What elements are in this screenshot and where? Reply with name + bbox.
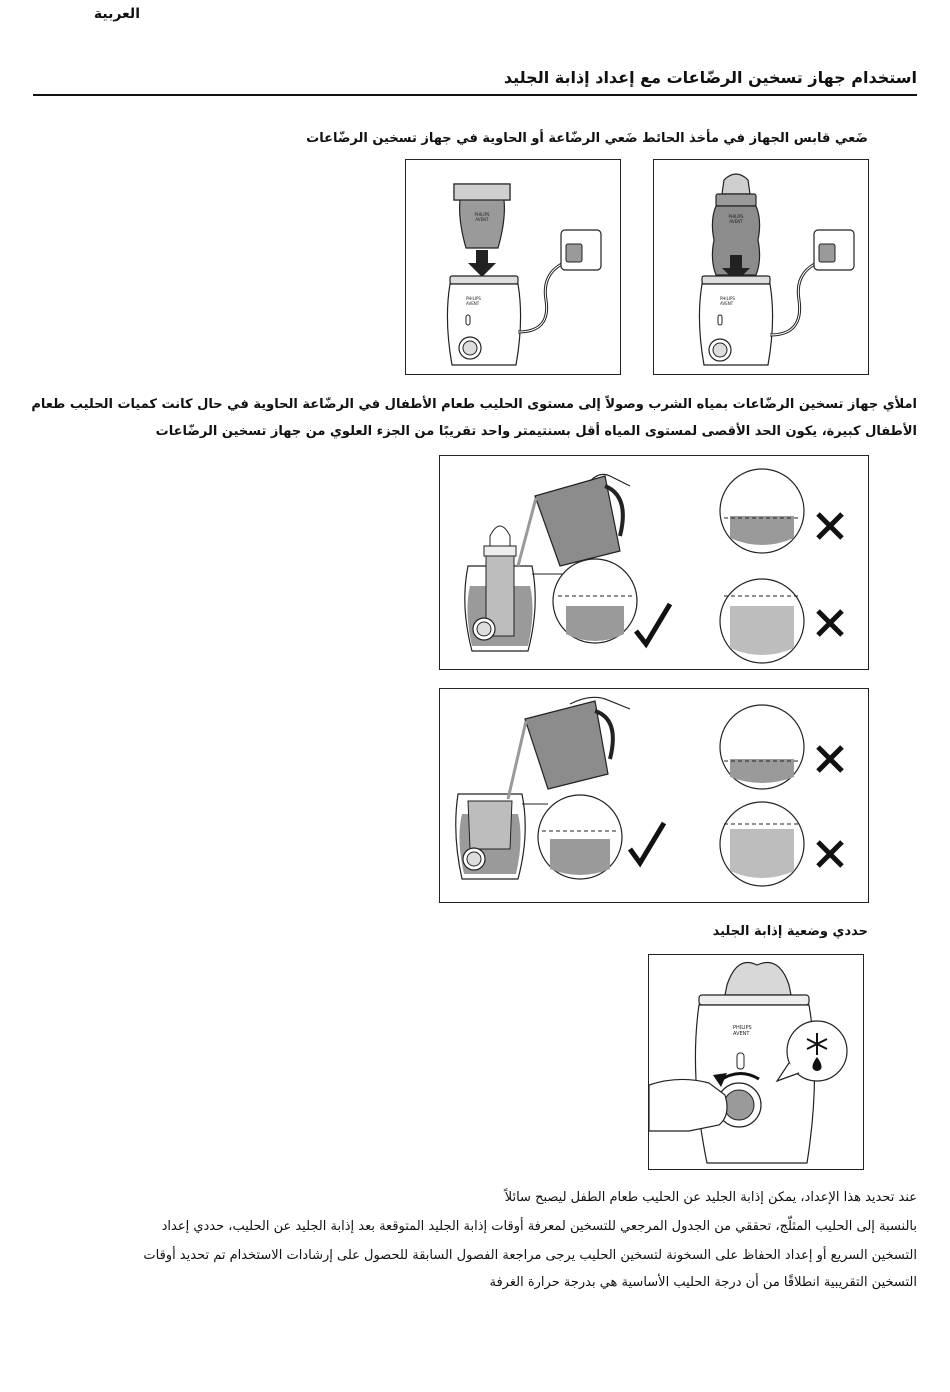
svg-text:AVENT: AVENT: [466, 301, 480, 306]
step2-instruction-line2: الأطفال كبيرة، يكون الحد الأقصى لمستوى المياه أقل بسنتيمتر واحد تقريبًا من الجزء العلوي من جهاز تسخين الرضّاعات: [155, 424, 917, 439]
step3-instruction: حددي وضعية إذابة الجليد: [712, 924, 868, 939]
svg-text:AVENT: AVENT: [720, 301, 734, 306]
brand-label-line1: PHILIPS: [728, 214, 744, 219]
step2-instruction-line1: املأي جهاز تسخين الرضّاعات بمياه الشرب وصولاً إلى مستوى الحليب طعام الأطفال في الرضّاعة الحاوية في حال كانت كميات الحليب طعام: [31, 397, 917, 412]
body-text-line4: التسخين التقريبية انطلاقًا من أن درجة الحليب الأساسية هي بدرجة حرارة الغرفة: [489, 1275, 917, 1290]
svg-text:PHILIPS: PHILIPS: [733, 1025, 752, 1031]
figure-select-defrost: [648, 954, 864, 1170]
language-label: العربية: [93, 6, 140, 22]
svg-text:AVENT: AVENT: [733, 1031, 750, 1037]
svg-text:AVENT: AVENT: [475, 217, 489, 222]
step1-instruction: ضَعي قابس الجهاز في مأخذ الحائط ضَعي الرضّاعة أو الحاوية في جهاز تسخين الرضّاعات: [306, 131, 868, 146]
body-text-line3: التسخين السريع أو إعداد الحفاظ على السخونة لتسخين الحليب يرجى مراجعة الفصول السابقة للحصول على إرشادات الاستخدام تم تحديد أوقات: [143, 1248, 917, 1263]
body-text-line2: بالنسبة إلى الحليب المثلّج، تحققي من الجدول المرجعي للتسخين لمعرفة أوقات إذابة الجليد المتوقعة بعد إذابة الجليد عن الحليب، حددي إعداد: [161, 1219, 917, 1234]
section-title: استخدام جهاز تسخين الرضّاعات مع إعداد إذابة الجليد: [503, 68, 917, 87]
brand-label-line2: AVENT: [729, 219, 743, 224]
figure-bottle-into-warmer: [653, 159, 869, 375]
body-text-line1: عند تحديد هذا الإعداد، يمكن إذابة الجليد عن الحليب طعام الطفل ليصبح سائلاً: [504, 1190, 917, 1205]
svg-text:PHILIPS: PHILIPS: [720, 296, 735, 301]
svg-text:PHILIPS: PHILIPS: [474, 212, 490, 217]
figure-container-into-warmer: [405, 159, 621, 375]
svg-text:PHILIPS: PHILIPS: [466, 296, 481, 301]
title-divider: [33, 94, 917, 96]
figure-fill-water-container: [439, 688, 869, 903]
figure-fill-water-bottle: [439, 455, 869, 670]
